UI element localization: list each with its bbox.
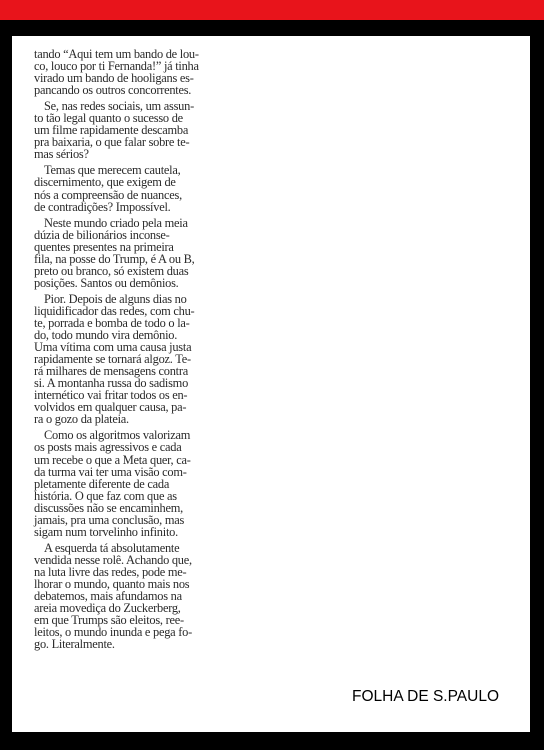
article-line: fila, na posse do Trump, é A ou B, [34, 251, 195, 266]
article-line: vendida nesse rolê. Achando que, [34, 552, 192, 567]
article-line: posições. Santos ou demônios. [34, 275, 179, 290]
article-line: Neste mundo criado pela meia [44, 215, 188, 230]
article-line: virado um bando de hooligans es- [34, 71, 194, 86]
article-line: te, porrada e bomba de todo o la- [34, 315, 190, 330]
article-line: na luta livre das redes, pode me- [34, 564, 187, 579]
article-line: tando “Aqui tem um bando de lou- [34, 47, 199, 61]
article-line: quentes presentes na primeira [34, 239, 174, 254]
article-line: pancando os outros concorrentes. [34, 83, 192, 98]
article-line: volvidos em qualquer causa, pa- [34, 400, 187, 415]
article-line: dúzia de bilionários inconse- [34, 227, 170, 242]
article-column [34, 48, 219, 654]
article-line: jamais, pra uma conclusão, mas [34, 512, 185, 527]
article-line: si. A montanha russa do sadismo [34, 376, 189, 391]
article-paragraph [34, 217, 219, 289]
article-line: go. Literalmente. [34, 637, 115, 652]
article-line: do, todo mundo vira demônio. [34, 328, 178, 343]
article-line: liquidificador das redes, com chu- [34, 303, 195, 318]
article-paragraph [34, 429, 219, 537]
article-line: Temas que merecem cautela, [44, 163, 181, 178]
article-line: internético vai fritar todos os en- [34, 388, 188, 403]
article-line: um recebe o que a Meta quer, ca- [34, 452, 191, 467]
article-line: lhorar o mundo, quanto mais nos [34, 576, 190, 591]
article-line: Se, nas redes sociais, um assun- [44, 99, 194, 114]
article-line: discussões não se encaminhem, [34, 500, 183, 515]
article-line: Pior. Depois de alguns dias no [44, 291, 187, 306]
article-paragraph [34, 164, 219, 212]
article-line: rapidamente se tornará algoz. Te- [34, 352, 191, 367]
article-line: rá milhares de mensagens contra [34, 364, 188, 379]
article-line: nós a compreensão de nuances, [34, 187, 182, 202]
article-line: de contradições? Impossível. [34, 199, 171, 214]
article-paragraph [34, 542, 219, 650]
newspaper-page [12, 36, 530, 732]
top-red-bar [0, 0, 544, 20]
article-line: em que Trumps são eleitos, ree- [34, 613, 184, 628]
article-line: mas sérios? [34, 147, 89, 162]
article-line: da turma vai ter uma visão com- [34, 464, 187, 479]
article-line: to tão legal quanto o sucesso de [34, 111, 183, 126]
article-line: pletamente diferente de cada [34, 476, 170, 491]
article-line: leitos, o mundo inunda e pega fo- [34, 625, 192, 640]
article-line: ra o gozo da plateia. [34, 412, 129, 427]
article-line: Uma vítima com uma causa justa [34, 340, 192, 355]
article-paragraph [34, 293, 219, 426]
article-line: discernimento, que exigem de [34, 175, 176, 190]
article-line: os posts mais agressivos e cada [34, 440, 182, 455]
article-line: A esquerda tá absolutamente [44, 540, 180, 555]
article-line: preto ou branco, só existem duas [34, 263, 189, 278]
source-label: FOLHA DE S.PAULO [352, 688, 500, 705]
article-line: co, louco por ti Fernanda!” já tinha [34, 59, 199, 74]
article-line: história. O que faz com que as [34, 488, 177, 503]
article-line: pra baixaria, o que falar sobre te- [34, 135, 190, 150]
article-line: um filme rapidamente descamba [34, 123, 189, 138]
article-line: Como os algoritmos valorizam [44, 428, 191, 443]
article-line: areia movediça do Zuckerberg, [34, 601, 181, 616]
article-paragraph [34, 100, 219, 160]
article-line: debatemos, mais afundamos na [34, 589, 182, 604]
article-line: sigam num torvelinho infinito. [34, 524, 178, 539]
article-paragraph [34, 48, 219, 96]
